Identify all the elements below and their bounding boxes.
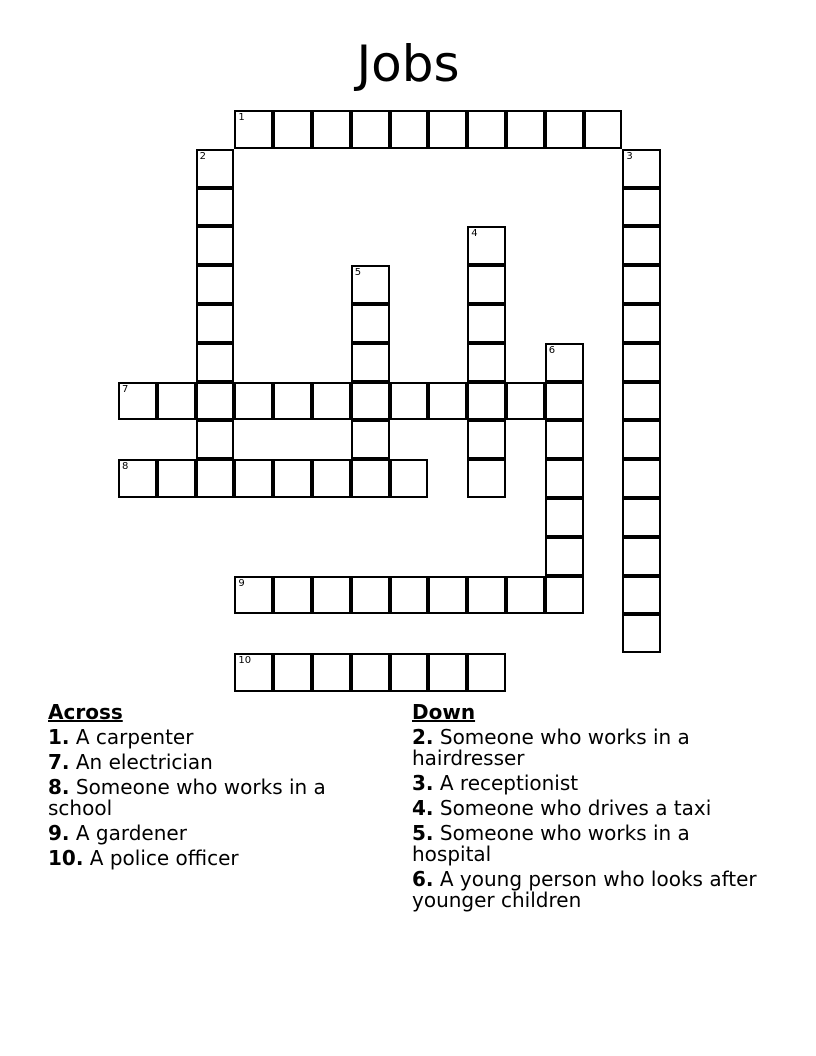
grid-cell[interactable] bbox=[196, 343, 235, 382]
grid-cell[interactable] bbox=[622, 188, 661, 227]
cell-number: 8 bbox=[122, 461, 129, 473]
clue-number: 6. bbox=[412, 867, 434, 891]
grid-cell[interactable] bbox=[351, 304, 390, 343]
grid-cell[interactable] bbox=[351, 382, 390, 421]
grid-cell[interactable] bbox=[273, 576, 312, 615]
clue-text: Someone who works in a hospital bbox=[412, 821, 690, 866]
clue-text: A young person who looks after younger children bbox=[412, 867, 757, 912]
cell-number: 9 bbox=[238, 577, 245, 589]
clue-text: Someone who drives a taxi bbox=[439, 796, 712, 820]
grid-cell[interactable] bbox=[428, 382, 467, 421]
grid-cell[interactable] bbox=[622, 537, 661, 576]
clue-number: 4. bbox=[412, 796, 434, 820]
grid-cell[interactable] bbox=[545, 498, 584, 537]
grid-cell[interactable] bbox=[390, 576, 429, 615]
cell-number: 4 bbox=[471, 228, 478, 240]
across-clue bbox=[48, 823, 388, 844]
grid-cell[interactable] bbox=[467, 265, 506, 304]
clue-number: 3. bbox=[412, 771, 434, 795]
grid-cell[interactable] bbox=[545, 576, 584, 615]
grid-cell[interactable] bbox=[545, 537, 584, 576]
down-heading: Down bbox=[412, 700, 476, 724]
grid-cell[interactable] bbox=[234, 382, 273, 421]
grid-cell[interactable] bbox=[234, 110, 273, 149]
across-clue bbox=[48, 777, 388, 819]
grid-cell[interactable] bbox=[467, 110, 506, 149]
grid-cell[interactable] bbox=[351, 576, 390, 615]
grid-cell[interactable] bbox=[273, 459, 312, 498]
grid-cell[interactable] bbox=[196, 459, 235, 498]
grid-cell[interactable] bbox=[273, 382, 312, 421]
grid-cell[interactable] bbox=[622, 382, 661, 421]
grid-cell[interactable] bbox=[196, 265, 235, 304]
grid-cell[interactable] bbox=[196, 382, 235, 421]
clue-number: 7. bbox=[48, 750, 70, 774]
clue-text: A gardener bbox=[75, 821, 187, 845]
grid-cell[interactable] bbox=[622, 304, 661, 343]
grid-cell[interactable] bbox=[545, 343, 584, 382]
grid-cell[interactable] bbox=[545, 110, 584, 149]
cell-number: 6 bbox=[548, 344, 556, 356]
down-clue bbox=[412, 798, 762, 819]
across-clue bbox=[48, 848, 388, 869]
cell-number: 1 bbox=[238, 112, 245, 123]
cell-number: 3 bbox=[626, 150, 633, 162]
grid-cell[interactable] bbox=[196, 420, 235, 459]
grid-cell[interactable] bbox=[467, 304, 506, 343]
clue-number: 10. bbox=[48, 846, 84, 870]
clue-number: 5. bbox=[412, 821, 434, 845]
grid-cell[interactable] bbox=[157, 382, 196, 421]
grid-cell[interactable] bbox=[545, 382, 584, 421]
grid-cell[interactable] bbox=[622, 614, 661, 653]
across-clue bbox=[48, 727, 388, 748]
clue-number: 8. bbox=[48, 775, 70, 799]
grid-cell[interactable] bbox=[312, 382, 351, 421]
cell-number: 10 bbox=[238, 655, 252, 667]
grid-cell[interactable] bbox=[351, 343, 390, 382]
grid-cell[interactable] bbox=[312, 653, 351, 692]
grid-cell[interactable] bbox=[622, 226, 661, 265]
grid-cell[interactable] bbox=[351, 420, 390, 459]
grid-cell[interactable] bbox=[467, 382, 506, 421]
grid-cell[interactable] bbox=[545, 459, 584, 498]
clue-text: A carpenter bbox=[75, 725, 194, 749]
grid-cell[interactable] bbox=[351, 265, 390, 304]
clue-text: A receptionist bbox=[439, 771, 579, 795]
grid-cell[interactable] bbox=[622, 343, 661, 382]
grid-cell[interactable] bbox=[467, 226, 506, 265]
grid-cell[interactable] bbox=[428, 653, 467, 692]
down-clue bbox=[412, 727, 762, 769]
grid-cell[interactable] bbox=[467, 459, 506, 498]
across-clues bbox=[48, 702, 388, 873]
grid-cell[interactable] bbox=[467, 576, 506, 615]
grid-cell[interactable] bbox=[506, 382, 545, 421]
grid-cell[interactable] bbox=[506, 576, 545, 615]
grid-cell[interactable] bbox=[622, 265, 661, 304]
clue-number: 1. bbox=[48, 725, 70, 749]
grid-cell[interactable] bbox=[622, 459, 661, 498]
clue-text: Someone who works in a school bbox=[48, 775, 326, 820]
down-clue bbox=[412, 869, 762, 911]
across-heading: Across bbox=[48, 700, 123, 724]
grid-cell[interactable] bbox=[428, 576, 467, 615]
grid-cell[interactable] bbox=[234, 459, 273, 498]
grid-cell[interactable] bbox=[118, 459, 157, 498]
grid-cell[interactable] bbox=[467, 343, 506, 382]
grid-cell[interactable] bbox=[196, 226, 235, 265]
grid-cell[interactable] bbox=[196, 149, 235, 188]
grid-cell[interactable] bbox=[234, 576, 273, 615]
clue-number: 2. bbox=[412, 725, 434, 749]
clue-number: 9. bbox=[48, 821, 70, 845]
grid-cell[interactable] bbox=[390, 110, 429, 149]
clue-text: An electrician bbox=[75, 750, 213, 774]
grid-cell[interactable] bbox=[390, 459, 429, 498]
grid-cell[interactable] bbox=[312, 576, 351, 615]
grid-cell[interactable] bbox=[157, 459, 196, 498]
grid-cell[interactable] bbox=[622, 576, 661, 615]
clue-text: A police officer bbox=[89, 846, 239, 870]
grid-cell[interactable] bbox=[584, 110, 623, 149]
cell-number: 5 bbox=[354, 267, 362, 279]
grid-cell[interactable] bbox=[622, 149, 661, 188]
grid-cell[interactable] bbox=[196, 188, 235, 227]
grid-cell[interactable] bbox=[506, 110, 545, 149]
grid-cell[interactable] bbox=[351, 459, 390, 498]
grid-cell[interactable] bbox=[312, 459, 351, 498]
grid-cell[interactable] bbox=[467, 653, 506, 692]
grid-cell[interactable] bbox=[622, 420, 661, 459]
grid-cell[interactable] bbox=[118, 382, 157, 421]
down-clue bbox=[412, 773, 762, 794]
clue-text: Someone who works in a hairdresser bbox=[412, 725, 690, 770]
grid-cell[interactable] bbox=[234, 653, 273, 692]
grid-cell[interactable] bbox=[351, 110, 390, 149]
cell-number: 2 bbox=[199, 150, 206, 162]
grid-cell[interactable] bbox=[196, 304, 235, 343]
grid-cell[interactable] bbox=[390, 653, 429, 692]
puzzle-title: Jobs bbox=[356, 35, 460, 93]
down-clues bbox=[412, 702, 762, 915]
grid-cell[interactable] bbox=[622, 498, 661, 537]
grid-cell[interactable] bbox=[545, 420, 584, 459]
cell-number: 7 bbox=[122, 383, 129, 395]
grid-cell[interactable] bbox=[390, 382, 429, 421]
grid-cell[interactable] bbox=[351, 653, 390, 692]
grid-cell[interactable] bbox=[428, 110, 467, 149]
grid-cell[interactable] bbox=[273, 653, 312, 692]
grid-cell[interactable] bbox=[467, 420, 506, 459]
grid-cell[interactable] bbox=[273, 110, 312, 149]
grid-cell[interactable] bbox=[312, 110, 351, 149]
across-clue bbox=[48, 752, 388, 773]
down-clue bbox=[412, 823, 762, 865]
